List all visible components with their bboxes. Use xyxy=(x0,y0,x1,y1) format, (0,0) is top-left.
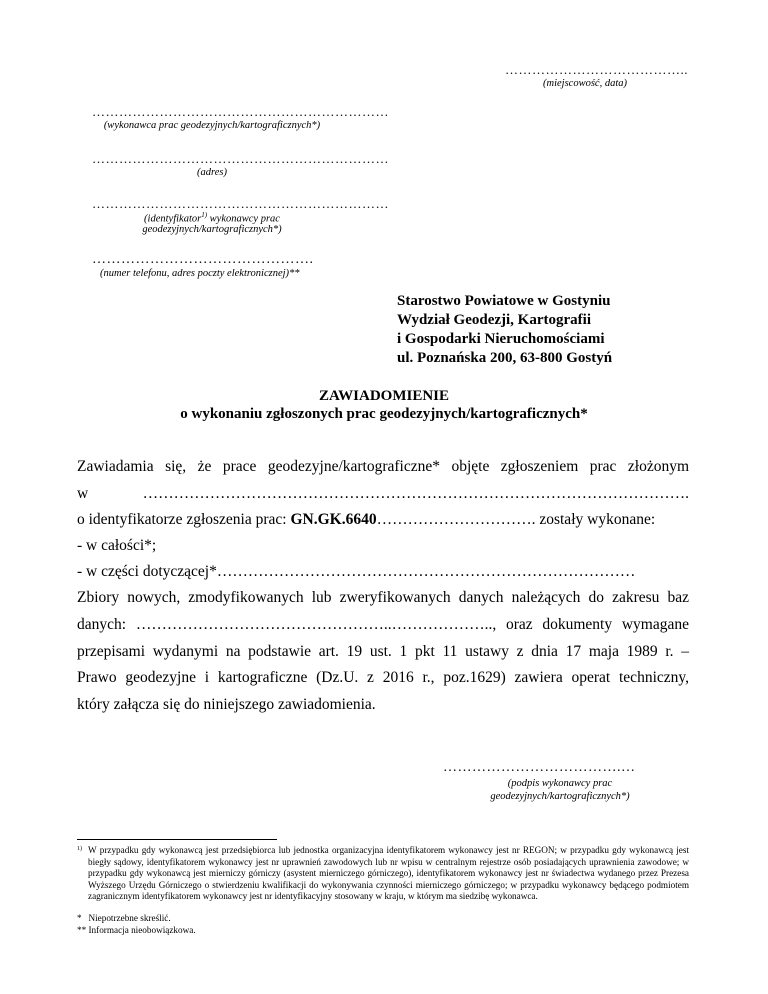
document-title: ZAWIADOMIENIE xyxy=(318,388,450,404)
body-p1-place-dots: ……………………………………………………………………………………………. xyxy=(142,485,689,502)
footnote-1 xyxy=(77,845,689,903)
address-caption: (adres) xyxy=(197,167,227,178)
phone-dots: ………………………………………. xyxy=(92,252,314,267)
identifier-caption xyxy=(82,211,342,225)
body-identifier-label: o identyfikatorze zgłoszenia prac: xyxy=(77,511,291,528)
footnote-unnecessary: * Niepotrzebne skreślić. xyxy=(77,913,171,923)
body-p2-line4: Prawo geodezyjne i kartograficzne (Dz.U. z 2016 r., poz.1629) zawiera operat techniczny, xyxy=(77,669,689,686)
identifier-caption-line2: geodezyjnych/kartograficznych*) xyxy=(142,224,282,235)
footnote-1-marker: 1) xyxy=(77,846,82,852)
identifier-dots: ………………………………………………………… xyxy=(92,196,389,211)
recipient-line-3: i Gospodarki Nieruchomościami xyxy=(397,331,605,347)
recipient-line-4: ul. Poznańska 200, 63-800 Gostyń xyxy=(397,350,613,366)
body-p1-line3 xyxy=(77,511,655,529)
option-partial: - w części dotyczącej*……………………………………………………………………… xyxy=(77,563,636,580)
body-p1-line1: Zawiadamia się, że prace geodezyjne/kartograficzne* objęte zgłoszeniem prac złożonym xyxy=(77,458,689,475)
recipient-line-1: Starostwo Powiatowe w Gostyniu xyxy=(397,293,611,309)
identifier-caption-pre: (identyfikator xyxy=(144,213,202,225)
place-date-dots: ………………………………….. xyxy=(505,62,688,77)
option-whole: - w całości*; xyxy=(77,537,157,554)
body-p1-line2 xyxy=(77,485,689,503)
identifier-footnote-ref: 1) xyxy=(201,211,208,219)
document-subtitle: o wykonaniu zgłoszonych prac geodezyjnych/kartograficznych* xyxy=(180,406,588,422)
recipient-address xyxy=(397,292,612,368)
address-dots: ………………………………………………………… xyxy=(92,151,389,166)
signature-caption-line2: geodezyjnych/kartograficznych*) xyxy=(490,791,630,802)
body-identifier-code: GN.GK.6640 xyxy=(290,511,377,528)
body-p2-line1: Zbiory nowych, zmodyfikowanych lub zweryfikowanych danych należących do zakresu baz xyxy=(77,589,689,606)
signature-caption-line1: (podpis wykonawcy prac xyxy=(507,778,613,789)
body-p1-w: w xyxy=(77,485,89,502)
contractor-dots: ………………………………………………………… xyxy=(92,104,389,119)
identifier-caption-post: wykonawcy prac xyxy=(207,213,280,225)
phone-caption: (numer telefonu, adres poczty elektronicznej)** xyxy=(100,268,300,279)
place-date-caption: (miejscowość, data) xyxy=(543,78,627,89)
body-identifier-dots: …………………………. zostały wykonane: xyxy=(376,511,656,528)
contractor-caption: (wykonawca prac geodezyjnych/kartograficznych*) xyxy=(103,120,321,131)
signature-dots: ……………………………….… xyxy=(443,760,636,775)
footnote-optional: ** Informacja nieobowiązkowa. xyxy=(77,925,196,935)
body-p2-line2: danych: …………………………………………..……………….., oraz dokumenty wymagane xyxy=(77,616,689,633)
body-p2-line5: który załącza się do niniejszego zawiadomienia. xyxy=(77,696,376,713)
body-p2-line3: przepisami wydanymi na podstawie art. 19 ust. 1 pkt 11 ustawy z dnia 17 maja 1989 r. – xyxy=(77,643,689,660)
footnote-1-text: W przypadku gdy wykonawcą jest przedsiębiorca lub jednostka organizacyjna identyfikatorem wykonawcy jest nr REGON; w przypadku gdy wykonawcą jest biegły sądowy, identyfikatorem wykonawcy jest nr uprawnień zawodowych lub nr wpisu w centralnym rejestrze osób posiadających uprawnienia zawodowe; w przypadku gdy wykonawcą jest mierniczy górniczy (asystent mierniczego górniczego), identyfikatorem wykonawcy jest nr świadectwa wydanego przez Prezesa Wyższego Urzędu Górniczego o stwierdzeniu kwalifikacji do wykonywania czynności mierniczego górniczego; w przypadku wykonawcy będącego podmiotem zagranicznym identyfikatorem wykonawcy jest nr identyfikacyjny stosowany w kraju, w którym ma siedzibę wykonawca. xyxy=(88,845,689,901)
footnote-separator xyxy=(77,839,277,840)
recipient-line-2: Wydział Geodezji, Kartografii xyxy=(397,312,591,328)
